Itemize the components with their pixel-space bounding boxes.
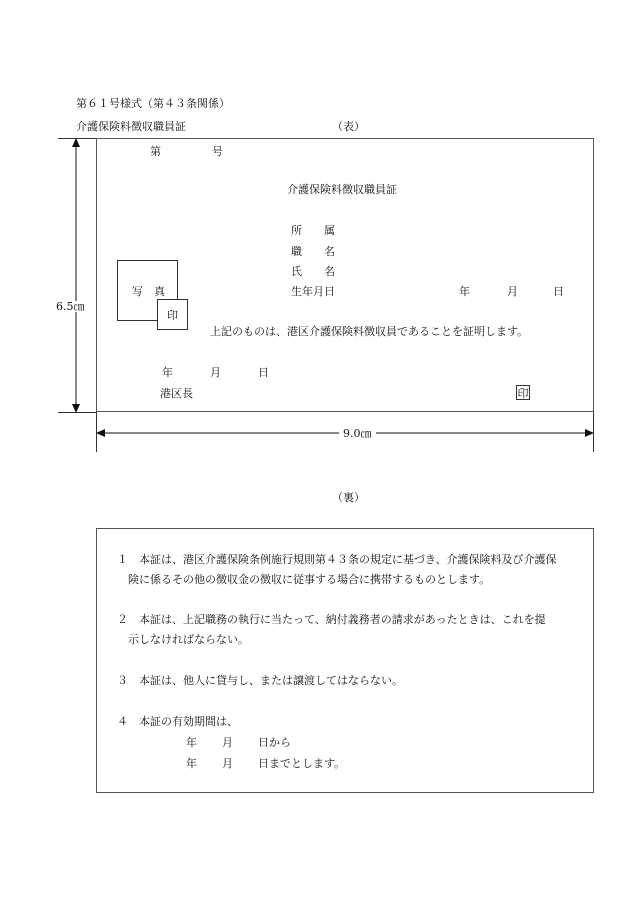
front-side-label: （表） [332,120,365,133]
back-item-3: ３ 本証は、他人に貸与し、または譲渡してはならない。 [117,674,403,687]
field-affiliation: 所 属 [291,224,335,237]
validity-to-suffix: 日までとします。 [258,757,346,770]
field-name: 氏 名 [291,265,335,278]
issue-year: 年 [162,366,173,379]
stamp-box [157,299,188,330]
issuer: 港区長 [160,387,193,400]
birth-day: 日 [553,285,564,298]
validity-to-year: 年 [186,757,197,770]
back-item-2-line-2: 示しなければならない。 [128,633,249,646]
birth-year: 年 [459,285,470,298]
height-dimension-line [68,138,84,413]
height-label: 6.5㎝ [52,301,89,312]
field-birth-date: 生年月日 [291,285,335,298]
validity-from-month: 月 [222,736,233,749]
issue-day: 日 [258,366,269,379]
card-name-heading: 介護保険料徴収職員証 [76,120,186,133]
field-job-title: 職 名 [291,245,335,258]
form-number: 第６１号様式（第４３条関係） [76,97,230,110]
official-seal [516,385,530,400]
validity-to-month: 月 [222,757,233,770]
back-item-4: ４ 本証の有効期間は、 [117,715,238,728]
back-item-1-line-1: １ 本証は、港区介護保険条例施行規則第４３条の規定に基づき、介護保険料及び介護保 [117,553,557,566]
seal-label: 印 [517,386,529,400]
photo-label: 写 真 [132,285,165,298]
issue-month: 月 [210,366,221,379]
back-item-1-line-2: 険に係るその他の徴収金の徴収に従事する場合に携帯するものとします。 [128,573,491,586]
width-label: 9.0㎝ [339,428,376,439]
validity-from-year: 年 [186,736,197,749]
number-dai: 第 [150,145,161,158]
back-item-2-line-1: ２ 本証は、上記職務の執行に当たって、納付義務者の請求があったときは、これを提 [117,613,546,626]
number-go: 号 [212,145,223,158]
card-title: 介護保険料徴収職員証 [287,183,397,196]
certification-text: 上記のものは、港区介護保険料徴収員であることを証明します。 [210,325,529,338]
validity-from-suffix: 日から [258,736,291,749]
back-side-label: （裏） [332,491,365,504]
stamp-label: 印 [167,308,178,322]
card-back [96,528,594,793]
birth-month: 月 [507,285,518,298]
